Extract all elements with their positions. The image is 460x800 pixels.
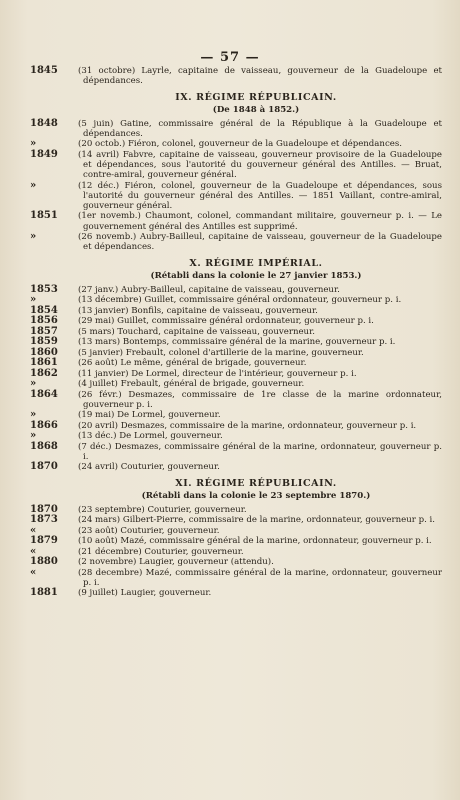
entry-year: 1849	[30, 148, 58, 160]
governor-entry	[30, 295, 442, 306]
entry-year: 1859	[30, 336, 58, 348]
entry-text: (19 mai) De Lormel, gouverneur.	[78, 410, 221, 421]
section-heading: IX. RÉGIME RÉPUBLICAIN.	[175, 91, 337, 103]
entry-year: «	[30, 566, 37, 578]
entry-text: (13 déc.) De Lormel, gouverneur.	[78, 431, 223, 442]
entry-text: (31 octobre) Layrle, capitaine de vaisseau, gouverneur de la Guadeloupe et dépendances.	[78, 66, 442, 87]
entry-year: 1879	[30, 535, 58, 547]
entry-text: (24 mars) Gilbert-Pierre, commissaire de la marine, ordonnateur, gouverneur p. i.	[78, 515, 436, 526]
entry-text: (12 déc.) Fiéron, colonel, gouverneur de la Guadeloupe et dépendances, sous l'autorité du gouverneur général des Antilles. — 1851 Vaillant, contre-amiral, gouverneur général.	[78, 180, 442, 212]
governor-entry	[30, 568, 442, 589]
entry-year: 1873	[30, 514, 58, 526]
entry-text: (24 avril) Couturier, gouverneur.	[78, 462, 220, 473]
governor-entry	[30, 327, 442, 338]
entry-text: (2 novembre) Laugier, gouverneur (attendu).	[78, 557, 274, 568]
entry-year: «	[30, 545, 37, 557]
entry-year: 1853	[30, 283, 58, 295]
governor-entry	[30, 462, 442, 473]
governor-entry	[30, 150, 442, 181]
regime-section	[30, 92, 442, 253]
entry-year: »	[30, 378, 37, 390]
section-heading: X. RÉGIME IMPÉRIAL.	[189, 257, 323, 269]
governor-entry	[30, 421, 442, 432]
page-number: — 57 —	[200, 50, 260, 65]
entry-text: (5 mars) Touchard, capitaine de vaisseau, gouverneur.	[78, 326, 315, 337]
governor-entry	[30, 285, 442, 296]
entry-year: 1845	[30, 65, 58, 76]
entry-year: 1860	[30, 346, 58, 358]
entry-year: »	[30, 430, 37, 442]
entry-year: 1881	[30, 587, 58, 599]
governor-entry	[30, 211, 442, 232]
governor-entry	[30, 369, 442, 380]
governor-entry	[30, 536, 442, 547]
entry-text: (29 mai) Guillet, commissaire général ordonnateur, gouverneur p. i.	[78, 316, 374, 327]
entry-year: 1862	[30, 367, 58, 379]
section-subtitle: (Rétabli dans la colonie le 27 janvier 1853.)	[150, 270, 362, 281]
entry-text: (21 décembre) Couturier, gouverneur.	[78, 546, 244, 557]
governor-entry	[30, 119, 442, 140]
entry-text: (26 août) Le même, général de brigade, gouverneur.	[78, 358, 307, 369]
entry-text: (14 avril) Fabvre, capitaine de vaisseau, gouverneur provisoire de la Guadeloupe et dépendances, sous l'autorité du gouverneur général des Antilles. — Bruat, contre-amiral, gouverneur général.	[78, 149, 442, 181]
entry-year: 1854	[30, 304, 58, 316]
governor-entry	[30, 557, 442, 568]
regime-section	[30, 478, 442, 599]
entry-year: 1868	[30, 440, 58, 452]
governor-entry	[30, 337, 442, 348]
entry-text: (23 septembre) Couturier, gouverneur.	[78, 504, 247, 515]
governor-entry	[30, 442, 442, 463]
regime-section	[30, 258, 442, 473]
governor-entry	[30, 66, 442, 87]
governor-entry	[30, 390, 442, 411]
entry-text: (7 déc.) Desmazes, commissaire général de la marine, ordonnateur, gouverneur p. i.	[78, 441, 442, 463]
entry-year: 1857	[30, 325, 58, 337]
governor-entry	[30, 505, 442, 516]
entry-year: 1870	[30, 461, 58, 473]
section-subtitle: (Rétabli dans la colonie le 23 septembre 1870.)	[141, 490, 371, 501]
entry-text: (20 octob.) Fiéron, colonel, gouverneur de la Guadeloupe et dépendances.	[78, 139, 403, 150]
entry-text: (27 janv.) Aubry-Bailleul, capitaine de vaisseau, gouverneur.	[78, 284, 340, 295]
entry-text: (20 avril) Desmazes, commissaire de la marine, ordonnateur, gouverneur p. i.	[78, 420, 417, 431]
entry-year: »	[30, 231, 37, 243]
entry-text: (5 janvier) Frebault, colonel d'artillerie de la marine, gouverneur.	[78, 347, 364, 358]
entry-year: 1866	[30, 419, 58, 431]
entry-text: (4 juillet) Frebault, général de brigade, gouverneur.	[78, 379, 305, 390]
governor-entry	[30, 588, 442, 599]
entry-year: »	[30, 179, 37, 191]
entry-text: (23 août) Couturier, gouverneur.	[78, 525, 220, 536]
governor-entry	[30, 139, 442, 150]
entry-year: 1870	[30, 503, 58, 515]
section-subtitle: (De 1848 à 1852.)	[212, 104, 300, 115]
entry-year: »	[30, 294, 37, 306]
entry-text: (13 janvier) Bonfils, capitaine de vaisseau, gouverneur.	[78, 305, 318, 316]
section-heading: XI. RÉGIME RÉPUBLICAIN.	[175, 477, 337, 489]
governor-entry	[30, 232, 442, 253]
governor-entry	[30, 181, 442, 212]
entry-year: 1864	[30, 388, 58, 400]
governor-entry	[30, 526, 442, 537]
entry-year: 1856	[30, 315, 58, 327]
entry-year: »	[30, 409, 37, 421]
governor-entry	[30, 306, 442, 317]
entry-year: 1848	[30, 117, 58, 129]
governor-entry	[30, 316, 442, 327]
governor-entry	[30, 348, 442, 359]
entry-text: (13 mars) Bontemps, commissaire général de la marine, gouverneur p. i.	[78, 337, 396, 348]
governor-entry	[30, 431, 442, 442]
governor-entry	[30, 410, 442, 421]
governor-entry	[30, 515, 442, 526]
entry-text: (10 août) Mazé, commissaire général de la marine, ordonnateur, gouverneur p. i.	[78, 536, 432, 547]
entry-text: (11 janvier) De Lormel, directeur de l'intérieur, gouverneur p. i.	[78, 368, 357, 379]
entry-text: (1er novemb.) Chaumont, colonel, commandant militaire, gouverneur p. i. — Le gouvernement général des Antilles est supprimé.	[78, 211, 442, 232]
governor-entry	[30, 358, 442, 369]
entry-text: (26 févr.) Desmazes, commissaire de 1re classe de la marine ordonnateur, gouverneur p. i.	[78, 389, 442, 410]
entry-year: 1861	[30, 357, 58, 369]
entry-year: «	[30, 524, 37, 536]
entry-year: 1880	[30, 556, 58, 568]
governor-entry	[30, 547, 442, 558]
entry-year: 1851	[30, 210, 58, 222]
entry-text: (13 décembre) Guillet, commissaire général ordonnateur, gouverneur p. i.	[78, 295, 402, 306]
governor-entry	[30, 379, 442, 390]
regime-section	[30, 66, 442, 87]
document-body	[30, 66, 442, 599]
entry-text: (9 juillet) Laugier, gouverneur.	[78, 588, 212, 599]
entry-year: »	[30, 138, 37, 150]
entry-text: (26 novemb.) Aubry-Bailleul, capitaine de vaisseau, gouverneur de la Guadeloupe et dépendances.	[78, 232, 442, 253]
entry-text: (5 juin) Gatine, commissaire général de la République à la Guadeloupe et dépendances.	[78, 118, 442, 139]
entry-text: (28 decembre) Mazé, commissaire général de la marine, ordonnateur, gouverneur p. i.	[78, 567, 442, 589]
